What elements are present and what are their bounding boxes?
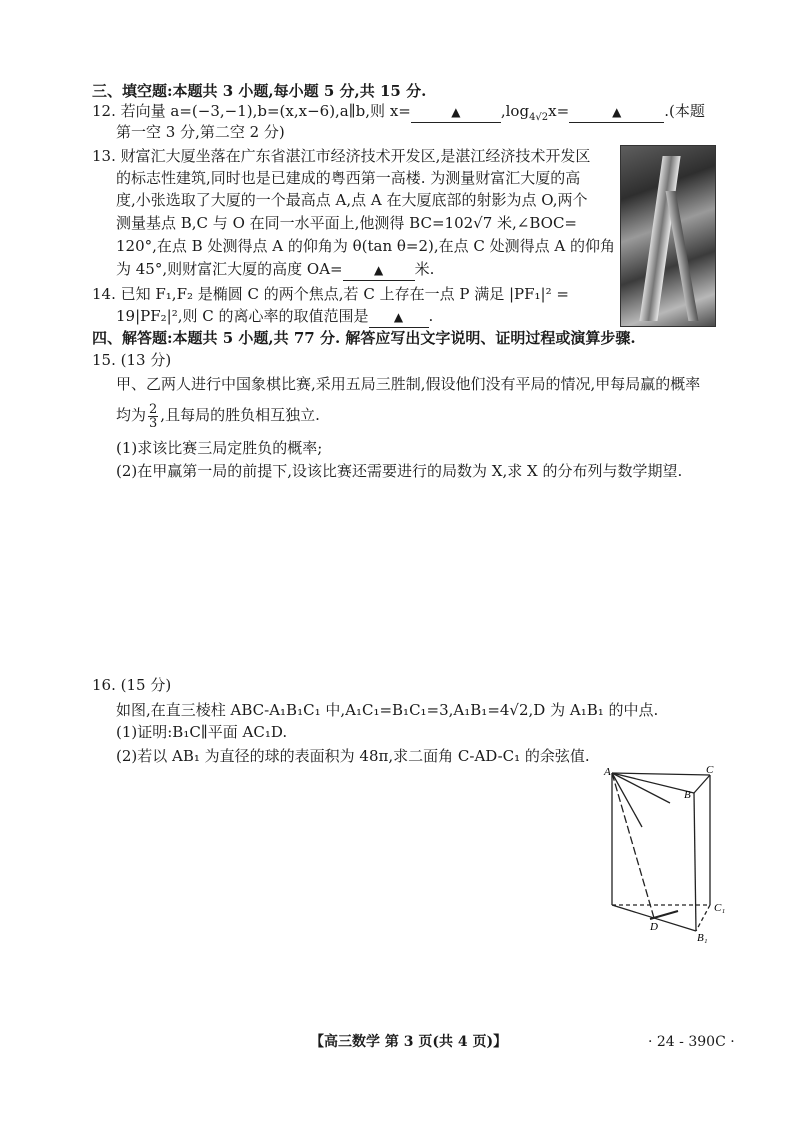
question-15-number: 15. (13 分): [92, 351, 172, 369]
q15-text-b: ,且每局的胜负相互独立.: [160, 406, 320, 424]
edge-AB: [612, 773, 694, 793]
label-A: A: [604, 766, 611, 778]
edge-AD: [612, 773, 654, 918]
footer-page-info: 【高三数学 第 3 页(共 4 页)】: [310, 1034, 508, 1050]
question-16-number: 16. (15 分): [92, 676, 172, 694]
question-15-part-1: (1)求该比赛三局定胜负的概率;: [116, 439, 323, 457]
q12-blank-1-marker: ▲: [451, 105, 461, 119]
q13-answer-blank: [343, 259, 415, 281]
q13-blank-marker: ▲: [373, 263, 384, 277]
q14-blank-marker: ▲: [393, 310, 404, 324]
question-14-line-1: 14. 已知 F₁,F₂ 是椭圆 C 的两个焦点,若 C 上存在一点 P 满足 |PF₁|² =: [92, 285, 569, 303]
question-14-line-2: [116, 306, 433, 328]
question-13-line-3: 度,小张选取了大厦的一个最高点 A,点 A 在大厦底部的射影为点 O,两个: [116, 191, 588, 209]
building-tower-shape-2: [666, 191, 699, 321]
q12-text-b: ,log: [500, 102, 530, 120]
footer-code: · 24 - 390C ·: [648, 1034, 735, 1050]
edge-BB1: [694, 793, 696, 931]
q15-fraction-numerator: 2: [149, 401, 158, 417]
q12-text-d: .(本题: [664, 102, 705, 120]
q12-text-a: 12. 若向量 a=(−3,−1),b=(x,x−6),a∥b,则 x=: [92, 102, 411, 120]
question-16-part-1: (1)证明:B₁C∥平面 AC₁D.: [116, 723, 288, 741]
q15-text-a: 均为: [116, 406, 147, 424]
q14-answer-blank: [369, 306, 429, 328]
question-15-line-2: [116, 402, 320, 430]
q12-answer-blank-1: [411, 101, 501, 123]
question-16-part-2: (2)若以 AB₁ 为直径的球的表面积为 48π,求二面角 C-AD-C₁ 的余弦值.: [116, 747, 590, 765]
question-16-line-1: 如图,在直三棱柱 ABC-A₁B₁C₁ 中,A₁C₁=B₁C₁=3,A₁B₁=4√2,D 为 A₁B₁ 的中点.: [116, 701, 659, 719]
q14-text-a: 19|PF₂|²,则 C 的离心率的取值范围是: [116, 307, 369, 325]
segment-D-C1: [650, 911, 678, 919]
question-13-line-6: [116, 259, 434, 281]
edge-C1B1: [696, 905, 710, 931]
q13-text-b: 米.: [414, 260, 435, 278]
edge-BC: [694, 775, 710, 793]
question-13-line-5: 120°,在点 B 处测得点 A 的仰角为 θ(tan θ=2),在点 C 处测得点 A 的仰角: [116, 237, 616, 255]
section-3-heading: 三、填空题:本题共 3 小题,每小题 5 分,共 15 分.: [92, 82, 427, 100]
q15-fraction: [148, 403, 158, 430]
question-13-line-4: 测量基点 B,C 与 O 在同一水平面上,他测得 BC=102√7 米,∠BOC=: [116, 214, 578, 232]
prism-figure: [600, 765, 735, 945]
label-C1: C₁: [714, 902, 726, 914]
label-D: D: [650, 921, 658, 933]
q12-text-c: x=: [548, 102, 570, 120]
question-15-part-2: (2)在甲赢第一局的前提下,设该比赛还需要进行的局数为 X,求 X 的分布列与数学期望.: [116, 462, 683, 480]
q12-log-base: 4√2: [529, 112, 549, 123]
section-4-heading: 四、解答题:本题共 5 小题,共 77 分. 解答应写出文字说明、证明过程或演算步骤.: [92, 329, 636, 347]
q13-text-a: 为 45°,则财富汇大厦的高度 OA=: [116, 260, 343, 278]
building-photo: [620, 145, 716, 327]
q14-text-b: .: [428, 307, 434, 325]
question-12-line-2: 第一空 3 分,第二空 2 分): [116, 123, 285, 141]
q15-fraction-denominator: 3: [149, 415, 158, 431]
q12-answer-blank-2: [569, 101, 664, 123]
question-13-line-2: 的标志性建筑,同时也是已建成的粤西第一高楼. 为测量财富汇大厦的高: [116, 169, 581, 187]
label-C: C: [706, 765, 714, 776]
question-15-line-1: 甲、乙两人进行中国象棋比赛,采用五局三胜制,假设他们没有平局的情况,甲每局赢的概率: [116, 375, 701, 393]
question-13-line-1: 13. 财富汇大厦坐落在广东省湛江市经济技术开发区,是湛江经济技术开发区: [92, 147, 591, 165]
label-B1: B₁: [697, 932, 708, 944]
q12-blank-2-marker: ▲: [612, 105, 622, 119]
edge-AC: [612, 773, 710, 775]
label-B: B: [684, 789, 691, 801]
